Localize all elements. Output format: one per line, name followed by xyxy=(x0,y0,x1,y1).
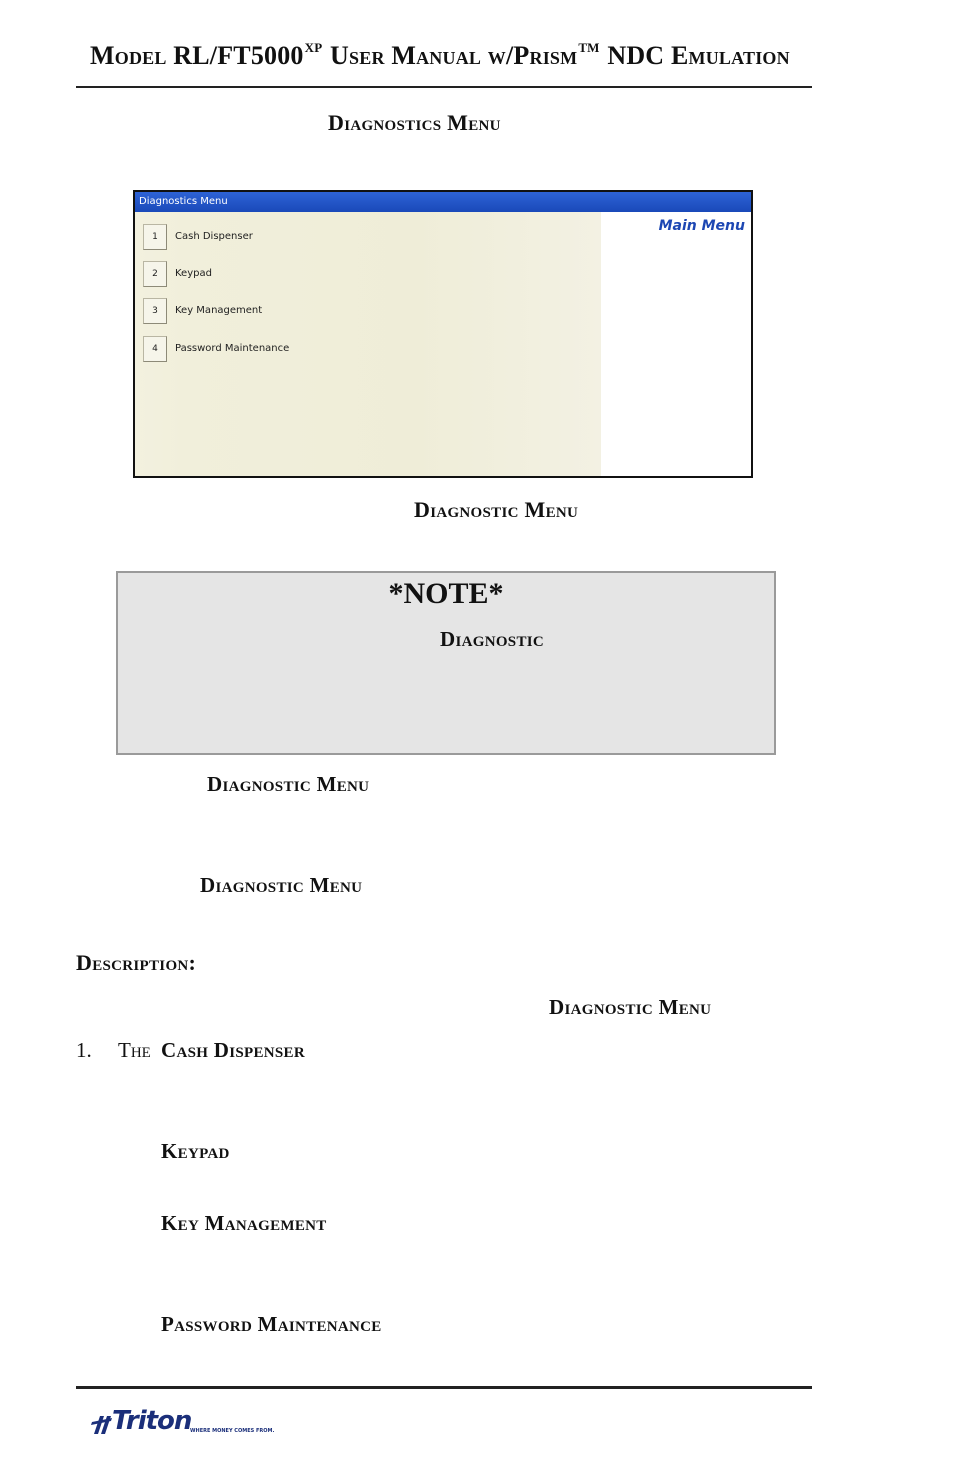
description-term-diagnostic-menu: Diagnostic Menu xyxy=(549,995,712,1019)
list-item-1-cash-dispenser: Cash Dispenser xyxy=(161,1038,305,1062)
menu-label-cash-dispenser: Cash Dispenser xyxy=(175,231,253,242)
header-rule xyxy=(76,86,812,88)
main-menu-link[interactable]: Main Menu xyxy=(658,218,745,234)
note-box xyxy=(116,571,776,755)
diagnostics-window-screenshot xyxy=(133,190,753,478)
logo-tagline: WHERE MONEY COMES FROM. xyxy=(190,1428,275,1434)
term-password-maintenance: Password Maintenance xyxy=(161,1312,382,1336)
section-title: Diagnostics Menu xyxy=(328,110,501,135)
list-number-1: 1. xyxy=(76,1038,92,1062)
body-term-diagnostic-menu-1: Diagnostic Menu xyxy=(207,772,370,796)
footer-rule xyxy=(76,1386,812,1389)
menu-label-password-maintenance: Password Maintenance xyxy=(175,343,290,354)
header-sup-xp: XP xyxy=(304,40,323,55)
menu-label-key-management: Key Management xyxy=(175,305,263,316)
window-title-bar: Diagnostics Menu xyxy=(135,192,751,212)
note-term: Diagnostic xyxy=(440,627,545,651)
header-text-part1: Model RL/FT5000 xyxy=(90,41,304,70)
menu-key-1[interactable]: 1 xyxy=(143,224,167,250)
logo-wordmark: Triton xyxy=(112,1406,192,1436)
header-text-part2: User Manual w/Prism xyxy=(323,41,578,70)
menu-key-2[interactable]: 2 xyxy=(143,261,167,287)
figure-caption: Diagnostic Menu xyxy=(414,497,579,522)
triton-logo xyxy=(90,1408,290,1444)
header-text-part3: NDC Emulation xyxy=(600,41,790,70)
menu-key-4[interactable]: 4 xyxy=(143,336,167,362)
page-header xyxy=(90,40,790,71)
list-item-1-the: The xyxy=(118,1038,151,1062)
note-title: *NOTE* xyxy=(388,577,504,610)
body-term-diagnostic-menu-2: Diagnostic Menu xyxy=(200,873,363,897)
menu-label-keypad: Keypad xyxy=(175,268,212,279)
term-key-management: Key Management xyxy=(161,1211,327,1235)
right-panel xyxy=(601,212,751,476)
header-sup-tm: TM xyxy=(578,40,600,55)
menu-panel xyxy=(135,212,601,476)
menu-key-3[interactable]: 3 xyxy=(143,298,167,324)
term-keypad: Keypad xyxy=(161,1139,230,1163)
description-heading: Description: xyxy=(76,950,197,975)
